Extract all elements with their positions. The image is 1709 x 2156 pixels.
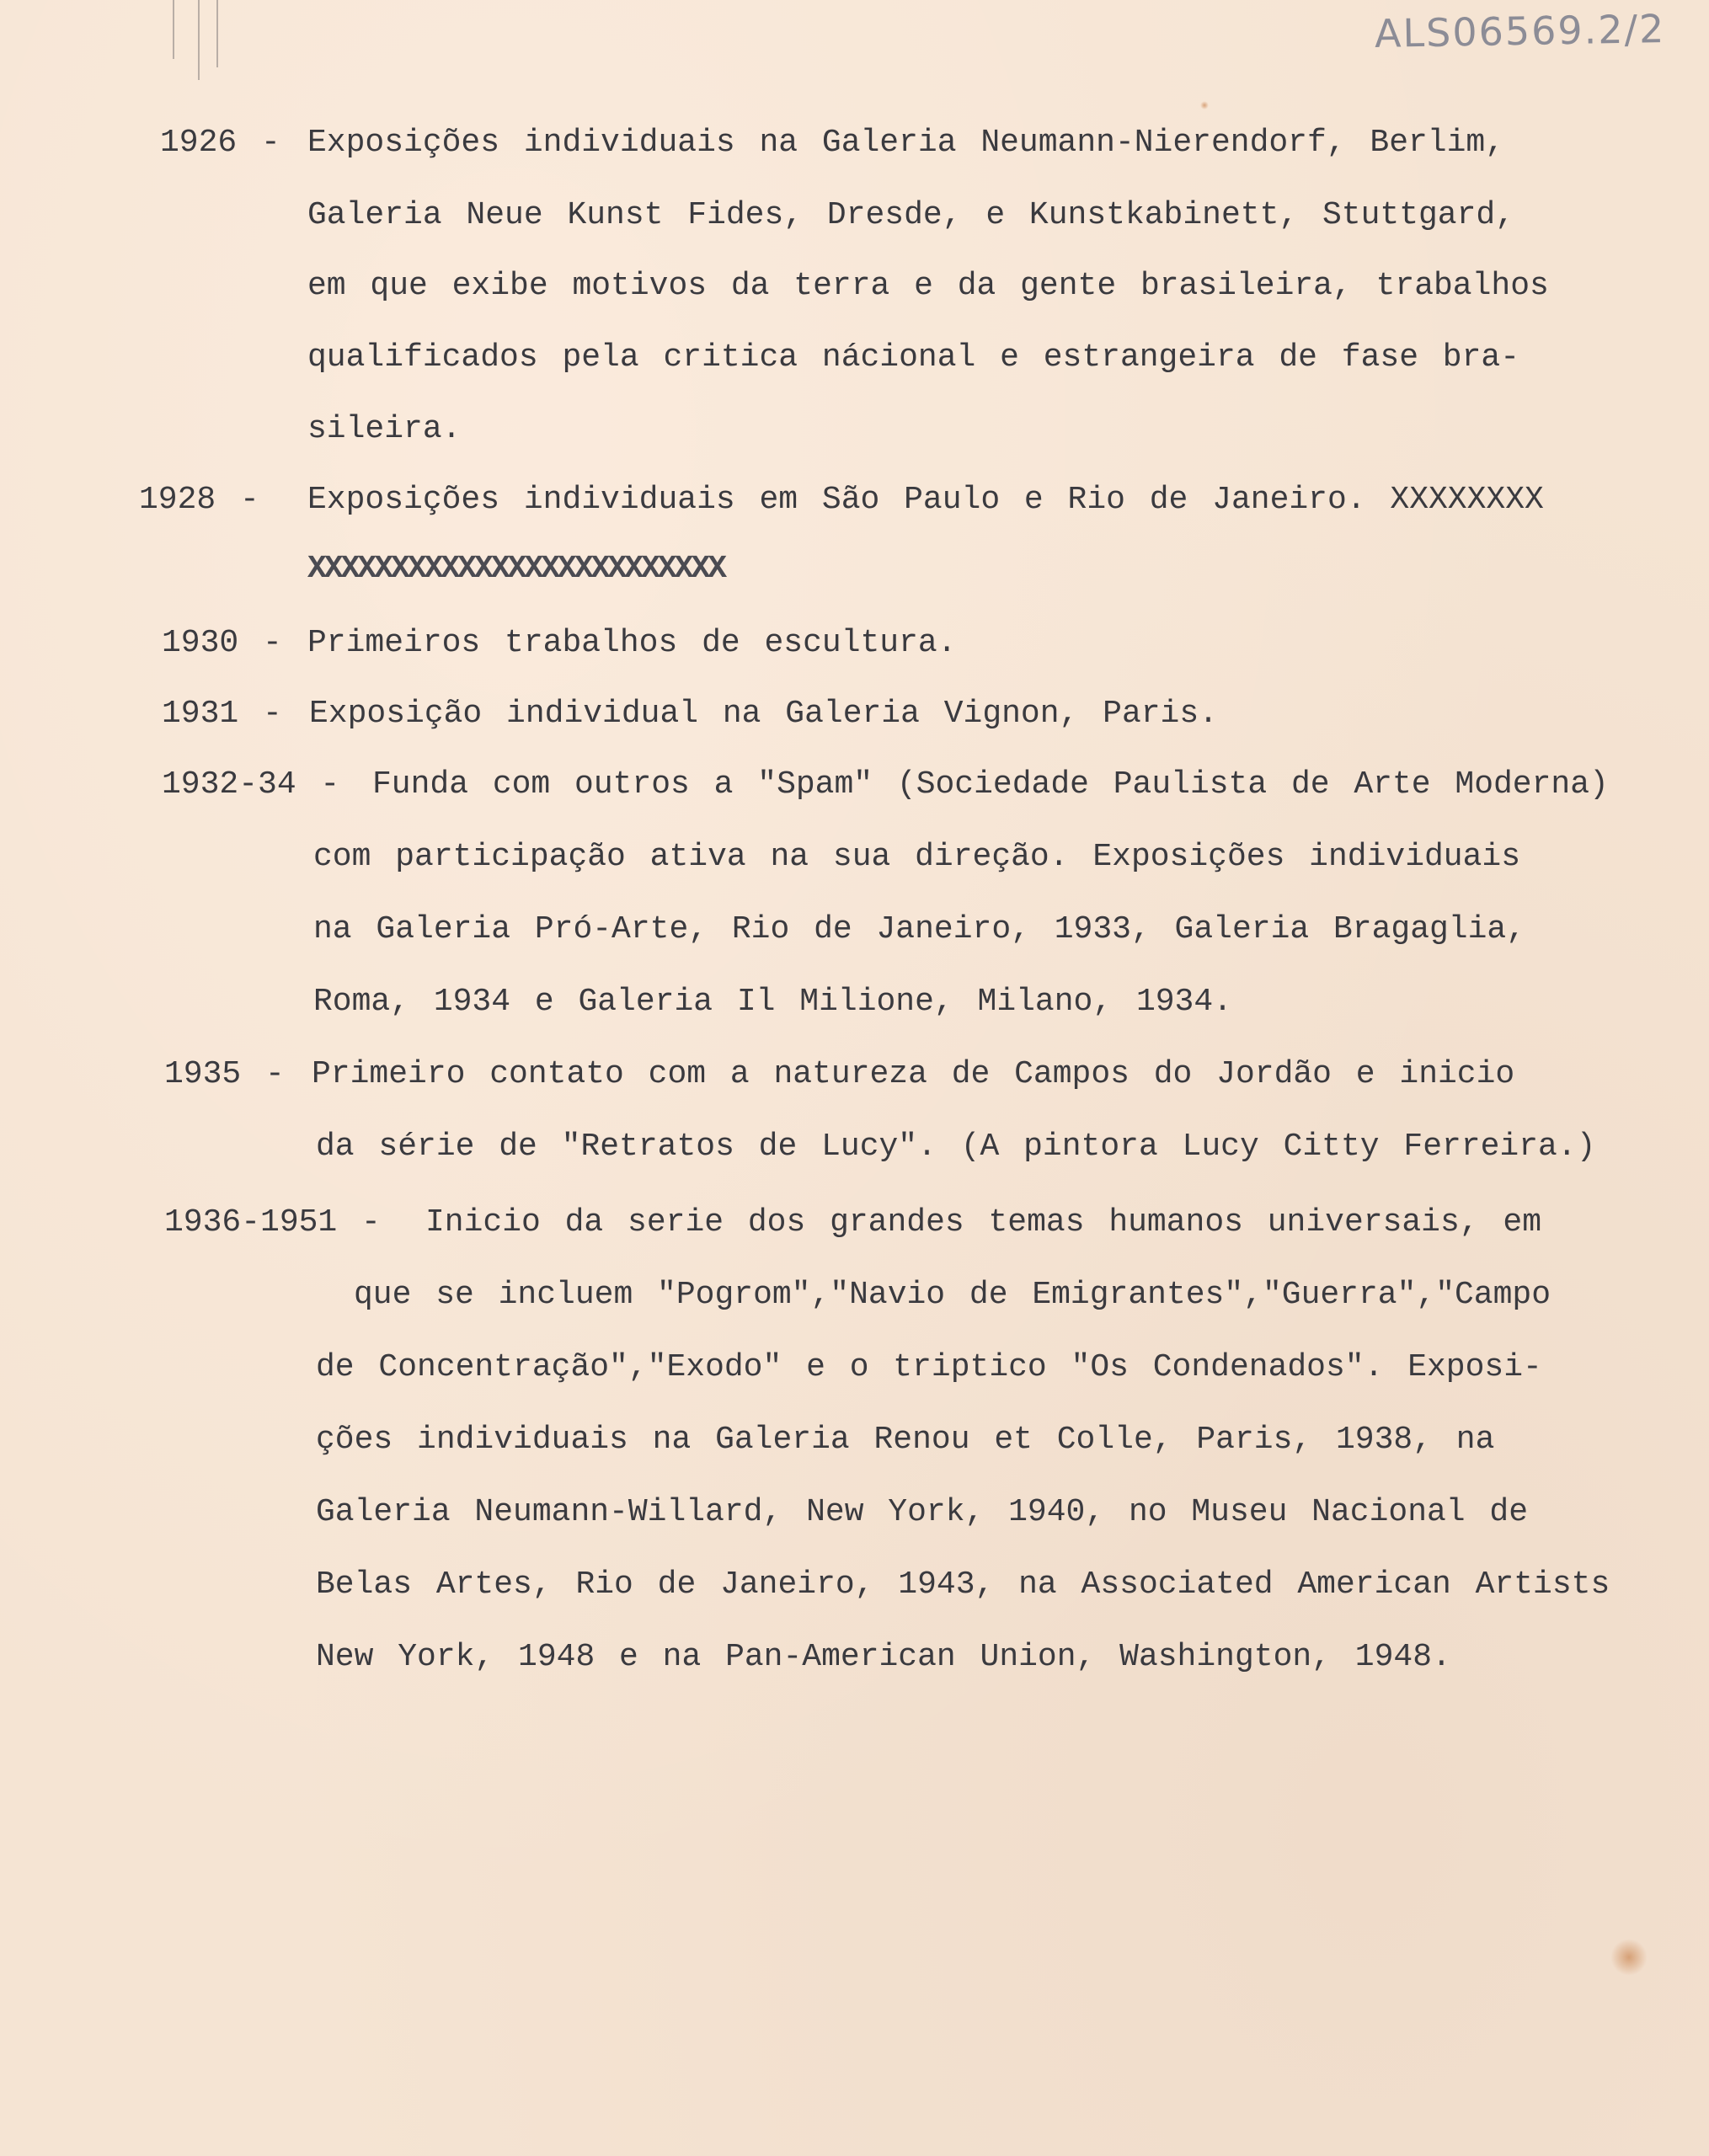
entry-line: Exposições individuais em São Paulo e Rio de Janeiro. XXXXXXXX bbox=[307, 482, 1544, 518]
entry-line: Exposições individuais na Galeria Neumann-Nierendorf, Berlim, bbox=[307, 125, 1505, 161]
entry-line: que se incluem "Pogrom","Navio de Emigrantes","Guerra","Campo bbox=[354, 1277, 1551, 1313]
archive-reference: ALS06569.2/2 bbox=[1374, 5, 1666, 57]
entry-line: da série de "Retratos de Lucy". (A pintora Lucy Citty Ferreira.) bbox=[316, 1129, 1596, 1165]
struck-out-line: XXXXXXXXXXXXXXXXXXXXXXXXX bbox=[307, 551, 725, 587]
entry-line: Primeiros trabalhos de escultura. bbox=[307, 625, 957, 661]
paper-stain bbox=[1200, 101, 1209, 109]
entry-line: de Concentração","Exodo" e o triptico "Os Condenados". Exposi- bbox=[316, 1349, 1542, 1385]
entry-year: 1931 - bbox=[162, 696, 282, 732]
entry-line: Galeria Neumann-Willard, New York, 1940, no Museu Nacional de bbox=[316, 1494, 1529, 1530]
entry-year: 1936-1951 - bbox=[164, 1204, 381, 1241]
entry-line: sileira. bbox=[307, 411, 462, 447]
entry-line: em que exibe motivos da terra e da gente brasileira, trabalhos bbox=[307, 268, 1549, 304]
entry-line: Exposição individual na Galeria Vignon, Paris. bbox=[309, 696, 1218, 732]
paper-edge-marks bbox=[173, 0, 223, 93]
entry-line: Galeria Neue Kunst Fides, Dresde, e Kunstkabinett, Stuttgard, bbox=[307, 197, 1515, 233]
entry-line: ções individuais na Galeria Renou et Colle, Paris, 1938, na bbox=[316, 1422, 1495, 1458]
entry-line: Funda com outros a "Spam" (Sociedade Paulista de Arte Moderna) bbox=[372, 766, 1609, 803]
paper-stain bbox=[1610, 1939, 1648, 1976]
entry-year: 1932-34 - bbox=[162, 766, 340, 803]
entry-line: Belas Artes, Rio de Janeiro, 1943, na Associated American Artists bbox=[316, 1566, 1610, 1603]
entry-line: New York, 1948 e na Pan-American Union, Washington, 1948. bbox=[316, 1639, 1451, 1675]
entry-year: 1926 - bbox=[160, 125, 280, 161]
entry-line: com participação ativa na sua direção. Exposições individuais bbox=[313, 839, 1521, 875]
entry-line: na Galeria Pró-Arte, Rio de Janeiro, 1933, Galeria Bragaglia, bbox=[313, 911, 1526, 947]
entry-year: 1928 - bbox=[139, 482, 259, 518]
entry-line: qualificados pela critica nácional e estrangeira de fase bra- bbox=[307, 339, 1520, 376]
entry-line: Inicio da serie dos grandes temas humanos universais, em bbox=[425, 1204, 1542, 1241]
entry-year: 1930 - bbox=[162, 625, 282, 661]
entry-line: Primeiro contato com a natureza de Campos do Jordão e inicio bbox=[312, 1056, 1515, 1092]
entry-year: 1935 - bbox=[164, 1056, 285, 1092]
entry-line: Roma, 1934 e Galeria Il Milione, Milano, 1934. bbox=[313, 984, 1232, 1020]
